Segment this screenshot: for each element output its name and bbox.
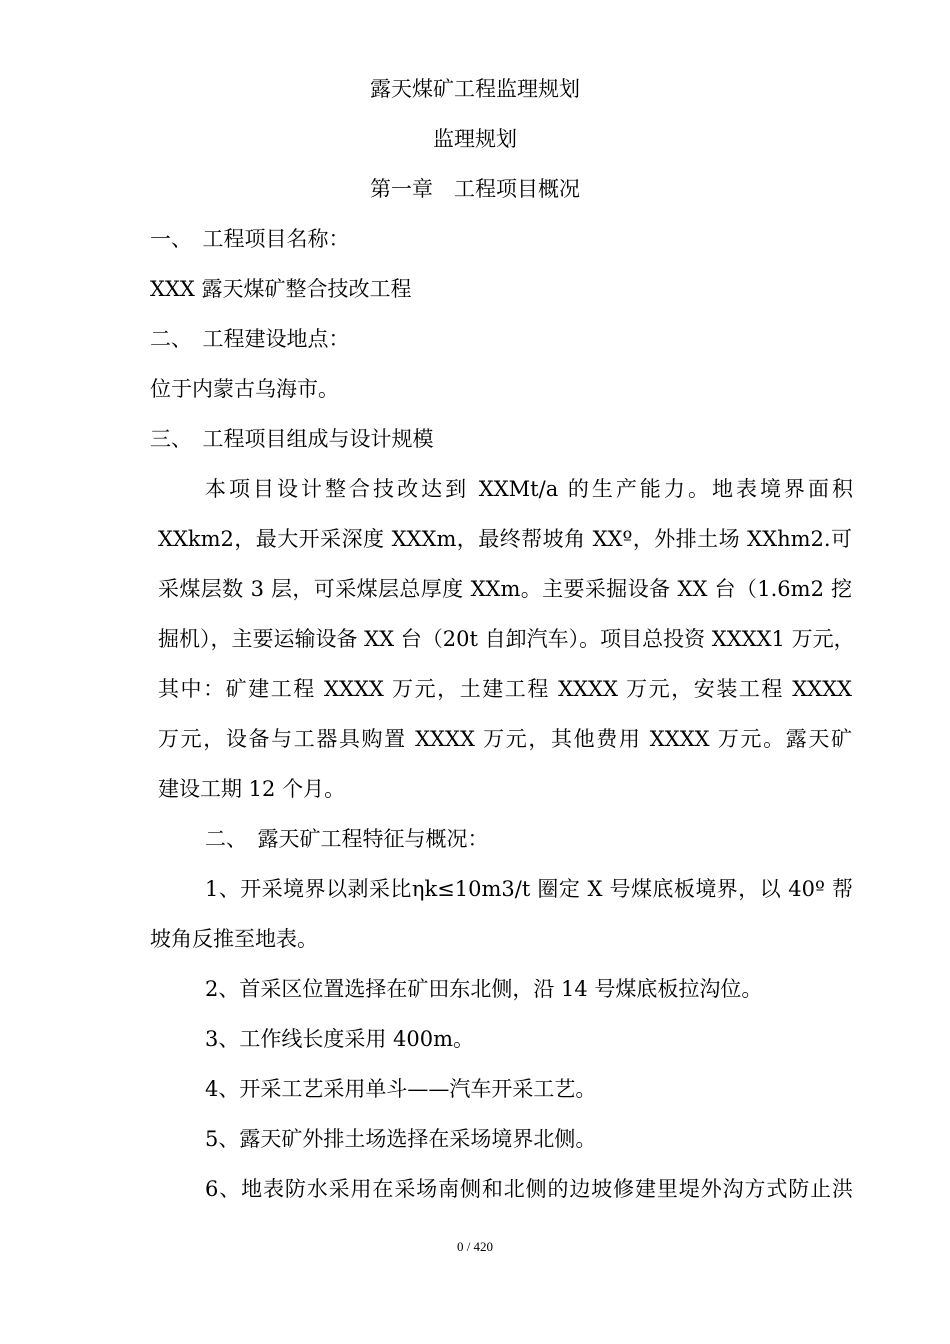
- section4-heading: 二、 露天矿工程特征与概况：: [205, 827, 489, 851]
- item4: 4、开采工艺采用单斗——汽车开采工艺。: [205, 1077, 597, 1101]
- para1-line7: 建设工期 12 个月。: [158, 777, 346, 801]
- para1-line6: 万元，设备与工器具购置 XXXX 万元，其他费用 XXXX 万元。露天矿: [158, 727, 852, 751]
- page-number: 0 / 420: [456, 1239, 494, 1254]
- item5: 5、露天矿外排土场选择在采场境界北侧。: [205, 1127, 597, 1151]
- item1-line2: 坡角反推至地表。: [150, 927, 318, 951]
- para1-line3: 采煤层数 3 层，可采煤层总厚度 XXm。主要采掘设备 XX 台（1.6m2 挖: [158, 577, 852, 601]
- section3-heading: 三、 工程项目组成与设计规模: [150, 427, 434, 451]
- section1-text: XXX 露天煤矿整合技改工程: [150, 277, 412, 301]
- chapter-title: 第一章 工程项目概况: [370, 177, 580, 201]
- item6-line1: 6、地表防水采用在采场南侧和北侧的边坡修建里堤外沟方式防止洪: [205, 1177, 853, 1201]
- para1-line4: 掘机），主要运输设备 XX 台（20t 自卸汽车）。项目总投资 XXXX1 万元，: [158, 627, 855, 651]
- item2: 2、首采区位置选择在矿田东北侧，沿 14 号煤底板拉沟位。: [205, 977, 763, 1001]
- document-subtitle: 监理规划: [433, 127, 517, 151]
- para1-line2: XXkm2，最大开采深度 XXXm，最终帮坡角 XXº，外排土场 XXhm2.可: [158, 527, 852, 551]
- para1-line5: 其中：矿建工程 XXXX 万元，土建工程 XXXX 万元，安装工程 XXXX: [158, 677, 852, 701]
- section2-text: 位于内蒙古乌海市。: [150, 377, 339, 401]
- section2-heading: 二、 工程建设地点：: [150, 327, 350, 351]
- section1-heading: 一、 工程项目名称：: [150, 227, 350, 251]
- item3: 3、工作线长度采用 400m。: [205, 1027, 475, 1051]
- item1-line1: 1、开采境界以剥采比ηk≤10m3/t 圈定 X 号煤底板境界，以 40º 帮: [205, 877, 853, 901]
- document-title: 露天煤矿工程监理规划: [370, 77, 580, 101]
- para1-line1: 本项目设计整合技改达到 XXMt/a 的生产能力。地表境界面积: [205, 477, 853, 501]
